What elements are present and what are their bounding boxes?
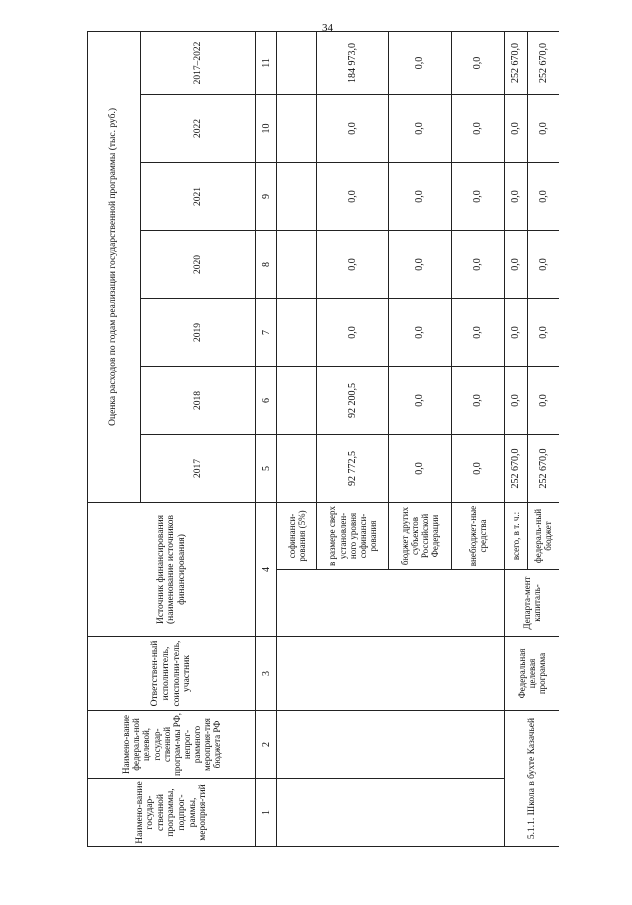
value-cell: 0,0 (504, 366, 527, 434)
header-year: 2022 (140, 94, 256, 162)
value-cell: 0,0 (504, 230, 527, 298)
value-cell: 0,0 (452, 434, 505, 502)
column-number: 10 (256, 94, 277, 162)
budget-table (87, 31, 559, 847)
header-federal-program: Наимено-вание федераль-ной целевой, государ-ственной програм-мы РФ, непрог-раммного мероприя-тия бюджета РФ (88, 711, 256, 779)
financing-source-cell: всего, в т. ч.: (504, 502, 527, 569)
value-cell: 92 772,5 (317, 434, 389, 502)
column-number: 11 (256, 31, 277, 94)
value-cell (277, 31, 317, 94)
column-number: 2 (256, 711, 277, 779)
value-cell (277, 298, 317, 366)
value-cell (277, 434, 317, 502)
header-spending-estimate: Оценка расходов по годам реализации государственной программы (тыс. руб.) (88, 31, 141, 502)
value-cell: 0,0 (527, 298, 559, 366)
value-cell: 0,0 (504, 94, 527, 162)
header-year: 2020 (140, 230, 256, 298)
empty-cell (277, 637, 504, 711)
value-cell: 0,0 (452, 366, 505, 434)
value-cell: 0,0 (527, 366, 559, 434)
value-cell: 0,0 (527, 230, 559, 298)
value-cell: 0,0 (527, 162, 559, 230)
value-cell (277, 366, 317, 434)
column-number: 6 (256, 366, 277, 434)
rotated-table-sheet (87, 32, 559, 847)
value-cell: 0,0 (388, 434, 451, 502)
financing-source-cell: внебюджет-ные средства (452, 502, 505, 569)
financing-source-cell: софинанси-рования (5%) (277, 502, 317, 569)
value-cell: 0,0 (317, 298, 389, 366)
value-cell: 0,0 (317, 94, 389, 162)
header-year: 2021 (140, 162, 256, 230)
value-cell: 0,0 (388, 298, 451, 366)
value-cell: 0,0 (317, 162, 389, 230)
column-number: 8 (256, 230, 277, 298)
value-cell: 0,0 (527, 94, 559, 162)
value-cell: 0,0 (317, 230, 389, 298)
value-cell: 252 670,0 (504, 434, 527, 502)
value-cell (277, 230, 317, 298)
value-cell: 0,0 (504, 162, 527, 230)
federal-program-name: Федеральная целевая программа (504, 637, 559, 711)
financing-source-cell: федераль-ный бюджет (527, 502, 559, 569)
value-cell: 0,0 (452, 230, 505, 298)
header-year: 2019 (140, 298, 256, 366)
column-number: 3 (256, 637, 277, 711)
activity-name: 5.1.1. Школа в бухте Казачьей (504, 711, 559, 847)
column-number: 9 (256, 162, 277, 230)
value-cell: 0,0 (388, 230, 451, 298)
header-year-total: 2017–2022 (140, 31, 256, 94)
empty-cell (277, 570, 504, 637)
value-cell: 0,0 (504, 298, 527, 366)
executor-name: Департа-мент капиталь- (504, 570, 559, 637)
value-cell: 92 200,5 (317, 366, 389, 434)
empty-cell (277, 711, 504, 779)
header-executor: Ответствен-ный исполнитель, соисполни-тель, участник (88, 637, 256, 711)
value-cell: 0,0 (388, 31, 451, 94)
header-financing-source: Источник финансирования (наименование источников финансирования) (88, 502, 256, 636)
page-number: 34 (322, 22, 333, 34)
value-cell: 0,0 (452, 162, 505, 230)
value-cell: 0,0 (388, 366, 451, 434)
column-number: 5 (256, 434, 277, 502)
column-number: 7 (256, 298, 277, 366)
value-cell: 0,0 (452, 298, 505, 366)
value-cell: 0,0 (388, 162, 451, 230)
value-cell: 0,0 (388, 94, 451, 162)
header-program: Наимено-вание государ-ственной программы, подпрог-раммы, мероприя-тий (88, 779, 256, 847)
financing-source-cell: бюджет других субъектов Российской Федерации (388, 502, 451, 569)
value-cell (277, 94, 317, 162)
value-cell (277, 162, 317, 230)
value-cell: 252 670,0 (527, 31, 559, 94)
value-cell: 184 973,0 (317, 31, 389, 94)
header-year: 2017 (140, 434, 256, 502)
value-cell: 252 670,0 (504, 31, 527, 94)
column-number: 4 (256, 502, 277, 636)
header-year: 2018 (140, 366, 256, 434)
value-cell: 0,0 (452, 94, 505, 162)
empty-cell (277, 779, 504, 847)
value-cell: 252 670,0 (527, 434, 559, 502)
financing-source-cell: в размере сверх установлен-ного уровня софинанси-рования (317, 502, 389, 569)
value-cell: 0,0 (452, 31, 505, 94)
column-number: 1 (256, 779, 277, 847)
